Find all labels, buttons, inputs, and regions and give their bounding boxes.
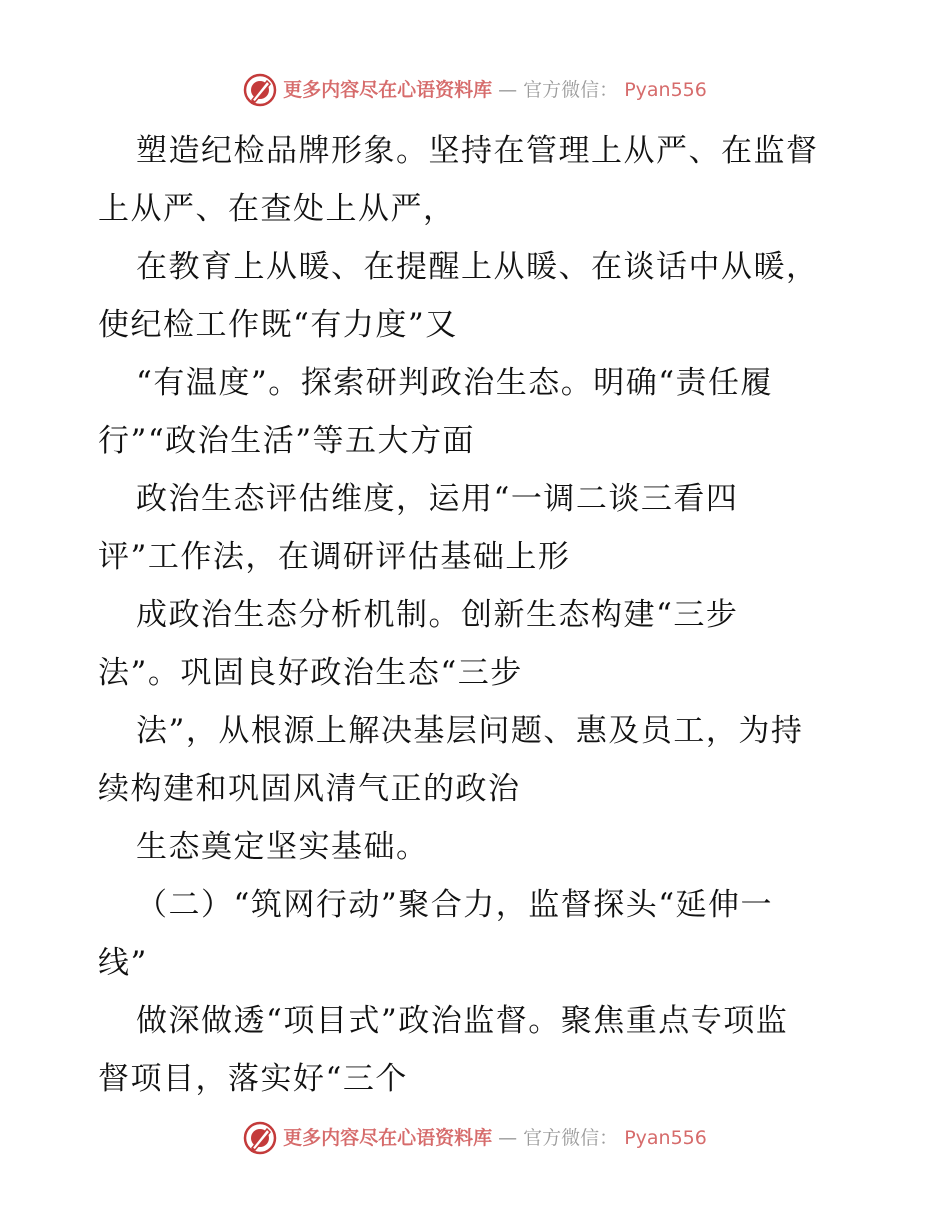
header-watermark (0, 70, 950, 110)
text-line: 法”，从根源上解决基层问题、惠及员工，为持 (136, 713, 804, 749)
text-line: 评”工作法，在调研评估基础上形 (98, 539, 571, 575)
document-body (98, 122, 858, 1108)
text-line: 使纪检工作既“有力度”又 (98, 307, 458, 343)
pen-logo-icon (243, 1121, 277, 1155)
watermark-id-text: Pyan556 (624, 78, 707, 101)
text-line: 成政治生态分析机制。创新生态构建“三步 (136, 597, 739, 633)
text-line: 续构建和巩固风清气正的政治 (98, 771, 521, 807)
watermark-main-text: 更多内容尽在心语资料库 (283, 78, 493, 101)
text-line: 做深做透“项目式”政治监督。聚焦重点专项监 (136, 1003, 789, 1039)
text-line: “有温度”。探索研判政治生态。明确“责任履 (136, 365, 774, 401)
text-line: 塑造纪检品牌形象。坚持在管理上从严、在监督 (136, 133, 819, 169)
pen-logo-icon (243, 73, 277, 107)
text-line: 政治生态评估维度，运用“一调二谈三看四 (136, 481, 739, 517)
text-line: 上从严、在查处上从严， (98, 191, 456, 227)
footer-watermark (0, 1118, 950, 1158)
section-heading-line: 线” (98, 945, 148, 981)
text-line: 法”。巩固良好政治生态“三步 (98, 655, 523, 691)
section-heading-line: （二）“筑网行动”聚合力，监督探头“延伸一 (136, 887, 774, 923)
text-line: 行”“政治生活”等五大方面 (98, 423, 476, 459)
watermark-sub-text: 官方微信： (523, 78, 619, 101)
watermark-sub-text: 官方微信： (523, 1126, 619, 1149)
watermark-id-text: Pyan556 (624, 1126, 707, 1149)
text-line: 督项目，落实好“三个 (98, 1061, 408, 1097)
watermark-main-text: 更多内容尽在心语资料库 (283, 1126, 493, 1149)
text-line: 生态奠定坚实基础。 (136, 829, 429, 865)
text-line: 在教育上从暖、在提醒上从暖、在谈话中从暖， (136, 249, 819, 285)
watermark-separator: — (498, 78, 518, 101)
watermark-separator: — (498, 1126, 518, 1149)
